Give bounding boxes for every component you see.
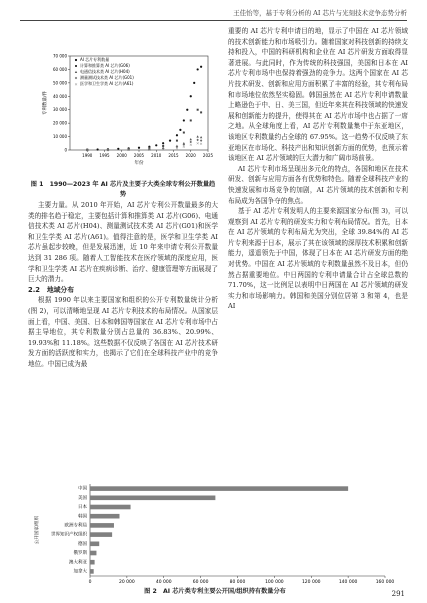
data-point: ×	[199, 140, 203, 146]
data-point	[190, 95, 192, 97]
category-label: 加拿大	[73, 569, 87, 575]
paragraph: 重要的 AI 芯片专利申请目的地，显示了中国在 AI 芯片领域的技术创新能力和市场吸引力。随着国家对科技创新的持续支持和投入，中国的科研机构和企业在 AI 芯片研发方面取得显著进展。与此同时，作为传统的科技强国，美国和日本在 AI 芯片专利市场中也保持着强劲的竞争力。这两个国家在 AI 芯片技术研发、创新和应用方面积累了丰富的经验，其专利布局和市场地位依然坚实稳固。韩国虽然在 AI 芯片专利申请数量上略逊色于中、日、美三国，但近年来其在科技领域的快速发展和创新能力的提升，使得其在 AI 芯片市场中也占据了一席之地。从全球角度上看，AI 芯片专利数量集中于东亚地区，该地区专利数量约占全球的 67.95%。这一趋势不仅反映了东亚地区在市场化、科技产出和知识创新方面的优势，也预示着该地区在 AI 芯片领域的巨大潜力和广阔市场前景。	[228, 27, 408, 163]
data-point	[200, 111, 202, 113]
category-label: 世界知识产权组织	[51, 532, 87, 538]
x-tick-label: 2005	[133, 153, 145, 158]
data-point: ×	[85, 147, 89, 153]
data-point: ×	[189, 142, 193, 148]
data-point	[179, 129, 181, 131]
legend-marker	[75, 71, 77, 73]
data-point	[138, 147, 140, 149]
paragraph: 主要力量。从 2010 年开始，AI 芯片专利公开数量最多的大类的排名趋于稳定，主要包括计算和推算类 AI 芯片(G06)、电通信技术类 AI 芯片(H04)、测量测试技术类 AI 芯片(G01)和医学和卫生学类 AI 芯片(A61)。值得注意的是，医学和卫生学类 AI 芯片虽起步较晚，但是发展迅速，近 10 年来申请专利公开数量达到 31 286 项。随着人工智能技术在医疗领域的深度应用，医学和卫生学类 AI 芯片在疾病诊断、治疗、健康管理等方面展现了巨大的潜力。	[28, 201, 218, 284]
x-tick-label: 2000	[116, 153, 127, 158]
data-point	[196, 135, 198, 137]
bar	[90, 542, 99, 547]
x-tick-label: 80 000	[229, 580, 246, 585]
paragraph: AI 芯片专利市场呈现出多元化的特点，各国和地区在技术研发、创新与应用方面各有优势和特色。随着全球科技产业的快速发展和市场竞争的加剧，AI 芯片领域的技术创新和专利布局成为各国争夺的焦点。	[228, 164, 408, 205]
category-label: 美国	[78, 495, 87, 501]
category-label: 德国	[78, 541, 87, 547]
y-axis-label: 公开国家/组织	[35, 515, 40, 545]
paragraph: 基于 AI 芯片专利发明人的主要来源国家分布(图 3)，可以观察到 AI 芯片专利的研发实力和专利布局情况。首先，日本在 AI 芯片领域的专利布局尤为突出，全球 39.84%的 AI 芯片专利来源于日本，展示了其在该领域的深厚技术积累和创新能力，遥遥领先于中国，体现了日本在 AI 芯片研发方面的绝对优势。中国在 AI 芯片领域的专利数量虽然不及日本，但仍然占据重要地位。中日两国的专利申请量合计占全球总数的 71.70%，这一比例足以表明中日两国在 AI 芯片领域的研发实力和市场影响力。韩国和美国分别位居第 3 和第 4，也是 AI	[228, 207, 408, 311]
data-point: ×	[106, 147, 110, 153]
legend-label: 计算和推算类 AI 芯片(G06)	[80, 63, 130, 68]
y-tick-label: 40 000	[53, 93, 67, 99]
legend-marker: ×	[74, 81, 78, 87]
data-point	[197, 68, 199, 70]
x-tick-label: 40 000	[155, 580, 172, 585]
legend-label: 电通信技术类 AI 芯片(H04)	[80, 69, 130, 74]
data-point	[186, 109, 188, 111]
data-point	[197, 109, 199, 111]
category-label: 中国	[78, 486, 87, 492]
x-tick-label: 20 000	[119, 580, 135, 585]
category-label: 澳大利亚	[69, 560, 87, 566]
data-point	[183, 132, 185, 134]
data-point: ×	[182, 144, 186, 150]
bar	[90, 486, 348, 491]
x-tick-label: 2010	[151, 153, 162, 158]
legend-marker	[75, 65, 77, 67]
x-tick-label: 2015	[168, 153, 179, 158]
y-tick-label: 0	[64, 147, 67, 153]
paragraph: 根据 1990 年以来主要国家和组织的公开专利数量统计分析(图 2)，可以清晰地呈现 AI 芯片专利技术的布局情况。从国家层面上看，中国、美国、日本和韩国等国家在 AI 芯片专利市场中占据主导地位，其专利数量分别占总量的 36.83%、20.99%、19.93%和 11.18%。这些数据不仅反映了各国在 AI 芯片技术研发方面的活跃度和实力，也揭示了它们在全球科技产业中的竞争地位。中国已成为最	[28, 296, 218, 368]
data-point: ×	[175, 145, 179, 151]
figure-2-bar-chart	[30, 480, 400, 590]
page-number: 291	[391, 590, 405, 598]
data-point	[169, 140, 171, 142]
legend-marker	[75, 77, 77, 80]
x-tick-label: 1995	[99, 153, 110, 158]
x-axis-label: 年份	[134, 161, 144, 166]
data-point	[176, 134, 178, 136]
legend-marker	[75, 59, 77, 61]
y-tick-label: 60 000	[53, 66, 67, 72]
bar	[90, 532, 112, 537]
data-point	[190, 138, 192, 140]
y-tick-label: 10 000	[53, 134, 67, 140]
x-tick-label: 60 000	[192, 580, 209, 585]
y-tick-label: 30 000	[53, 107, 67, 113]
y-tick-label: 20 000	[53, 120, 67, 126]
data-point	[117, 148, 119, 150]
x-tick-label: 120 000	[301, 580, 321, 585]
data-point	[200, 136, 202, 138]
right-column	[228, 26, 408, 312]
figure-1-caption: 图 1 1990—2023 年 AI 芯片及主要子大类全球专利公开数量趋势	[30, 181, 216, 198]
section-heading: 2.2 地域分布	[28, 285, 75, 294]
bar	[90, 514, 120, 519]
x-tick-label: 100 000	[265, 580, 284, 585]
legend-label: 测量测试技术类 AI 芯片(G01)	[80, 75, 134, 80]
legend-label: 医学和卫生学类 AI 芯片(A61)	[80, 81, 134, 86]
data-point	[193, 82, 195, 84]
x-tick-label: 2025	[202, 153, 214, 158]
category-label: 俄罗斯	[73, 551, 87, 557]
header-rule	[20, 20, 407, 21]
bar	[90, 551, 96, 556]
category-label: 韩国	[78, 514, 87, 520]
category-label: 欧洲专利局	[64, 523, 87, 529]
x-tick-label: 2020	[185, 153, 196, 158]
category-label: 日本	[78, 505, 87, 511]
bar	[90, 569, 94, 574]
x-tick-label: 1990	[82, 153, 93, 158]
data-point	[162, 142, 164, 144]
y-tick-label: 70 000	[53, 53, 67, 59]
bar	[90, 505, 131, 510]
bar	[90, 560, 95, 565]
left-column	[28, 200, 218, 370]
data-point	[190, 119, 192, 121]
figure-1-line-chart	[40, 50, 215, 168]
running-header: 王佳怡等，基于专利分析的 AI 芯片与光刻技术竞争态势分析	[233, 9, 407, 17]
data-point	[176, 140, 178, 142]
y-tick-label: 50 000	[53, 80, 67, 86]
data-point	[97, 148, 99, 150]
legend-label: AI 芯片专利数量	[80, 57, 110, 62]
y-axis-label: 专利数量/件	[43, 90, 48, 116]
figure-2-caption: 图 2 AI 芯片类专利主要公开国/组织持有数量分布	[144, 588, 286, 595]
bar	[90, 523, 114, 528]
data-point: ×	[147, 146, 152, 152]
x-tick-label: 0	[88, 580, 92, 585]
data-point: ×	[195, 140, 200, 146]
data-point	[183, 119, 185, 121]
x-tick-label: 140 000	[338, 580, 358, 585]
x-tick-label: 160 000	[375, 580, 395, 585]
data-point: ×	[126, 147, 131, 153]
data-point	[200, 66, 202, 68]
data-point	[155, 144, 157, 146]
bar	[90, 496, 215, 501]
data-point: ×	[161, 146, 165, 152]
